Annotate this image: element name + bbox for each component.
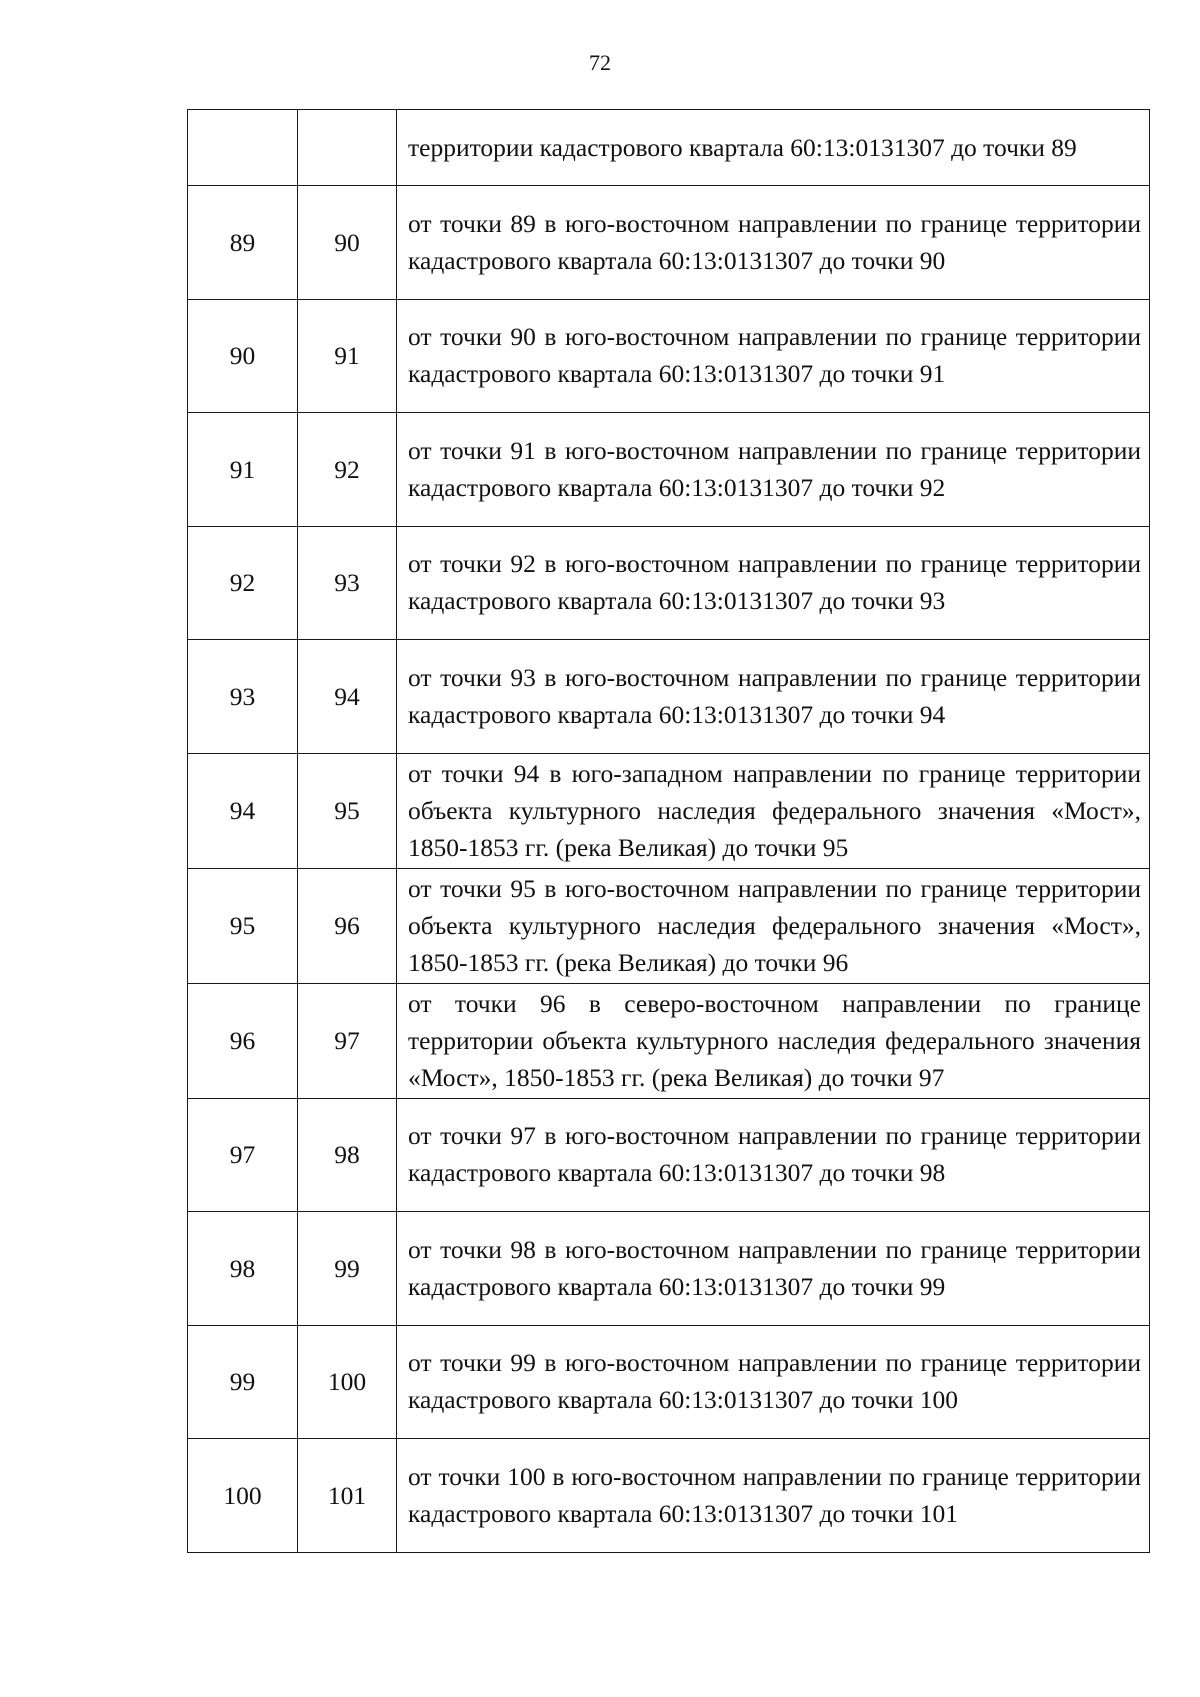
cell-description: от точки 89 в юго-восточном направлении по границе территории кадастрового квартала 60:13:0131307 до точки 90: [397, 186, 1150, 300]
table-row: [188, 526, 1150, 640]
cell-to-point: 92: [298, 413, 397, 527]
cell-description: от точки 98 в юго-восточном направлении по границе территории кадастрового квартала 60:13:0131307 до точки 99: [397, 1212, 1150, 1326]
cell-to-point: 98: [298, 1098, 397, 1212]
cell-to-point: 99: [298, 1212, 397, 1326]
table-row: [188, 1098, 1150, 1212]
cell-from-point: 93: [188, 640, 298, 754]
table-row: [188, 1325, 1150, 1439]
cell-to-point: 96: [298, 868, 397, 983]
cell-description: от точки 92 в юго-восточном направлении по границе территории кадастрового квартала 60:13:0131307 до точки 93: [397, 526, 1150, 640]
cell-from-point: 89: [188, 186, 298, 300]
cell-from-point: 96: [188, 983, 298, 1098]
table-row: [188, 1212, 1150, 1326]
page-number: 72: [589, 50, 611, 75]
cell-from-point: 97: [188, 1098, 298, 1212]
cell-from-point: 100: [188, 1439, 298, 1553]
cell-description: от точки 93 в юго-восточном направлении по границе территории кадастрового квартала 60:13:0131307 до точки 94: [397, 640, 1150, 754]
cell-to-point: 95: [298, 753, 397, 868]
boundary-description-table: [187, 109, 1150, 1553]
cell-to-point: 90: [298, 186, 397, 300]
cell-description: от точки 91 в юго-восточном направлении по границе территории кадастрового квартала 60:13:0131307 до точки 92: [397, 413, 1150, 527]
cell-from-point: 92: [188, 526, 298, 640]
cell-description: территории кадастрового квартала 60:13:0131307 до точки 89: [397, 110, 1150, 186]
table-body: [188, 110, 1150, 1553]
table-row: [188, 640, 1150, 754]
cell-description: от точки 99 в юго-восточном направлении по границе территории кадастрового квартала 60:13:0131307 до точки 100: [397, 1325, 1150, 1439]
cell-from-point: 99: [188, 1325, 298, 1439]
cell-from-point: 90: [188, 299, 298, 413]
table-row-continuation: [188, 110, 1150, 186]
cell-description: от точки 94 в юго-западном направлении по границе территории объекта культурного наследия федерального значения «Мост», 1850-1853 гг. (река Великая) до точки 95: [397, 753, 1150, 868]
cell-description: от точки 96 в северо-восточном направлении по границе территории объекта культурного наследия федерального значения «Мост», 1850-1853 гг. (река Великая) до точки 97: [397, 983, 1150, 1098]
cell-from-point: 91: [188, 413, 298, 527]
cell-to-point: 101: [298, 1439, 397, 1553]
cell-description: от точки 97 в юго-восточном направлении по границе территории кадастрового квартала 60:13:0131307 до точки 98: [397, 1098, 1150, 1212]
cell-to-point: 91: [298, 299, 397, 413]
table-row: [188, 413, 1150, 527]
table-row: [188, 1439, 1150, 1553]
cell-description: от точки 95 в юго-восточном направлении по границе территории объекта культурного наследия федерального значения «Мост», 1850-1853 гг. (река Великая) до точки 96: [397, 868, 1150, 983]
cell-from-point: 95: [188, 868, 298, 983]
cell-to-point: 94: [298, 640, 397, 754]
table-row: [188, 186, 1150, 300]
cell-description: от точки 100 в юго-восточном направлении по границе территории кадастрового квартала 60:13:0131307 до точки 101: [397, 1439, 1150, 1553]
cell-from-point: [188, 110, 298, 186]
cell-to-point: [298, 110, 397, 186]
cell-to-point: 100: [298, 1325, 397, 1439]
cell-from-point: 94: [188, 753, 298, 868]
cell-from-point: 98: [188, 1212, 298, 1326]
table-row: [188, 753, 1150, 868]
cell-to-point: 93: [298, 526, 397, 640]
table-row: [188, 983, 1150, 1098]
table-row: [188, 868, 1150, 983]
cell-to-point: 97: [298, 983, 397, 1098]
cell-description: от точки 90 в юго-восточном направлении по границе территории кадастрового квартала 60:13:0131307 до точки 91: [397, 299, 1150, 413]
table-row: [188, 299, 1150, 413]
